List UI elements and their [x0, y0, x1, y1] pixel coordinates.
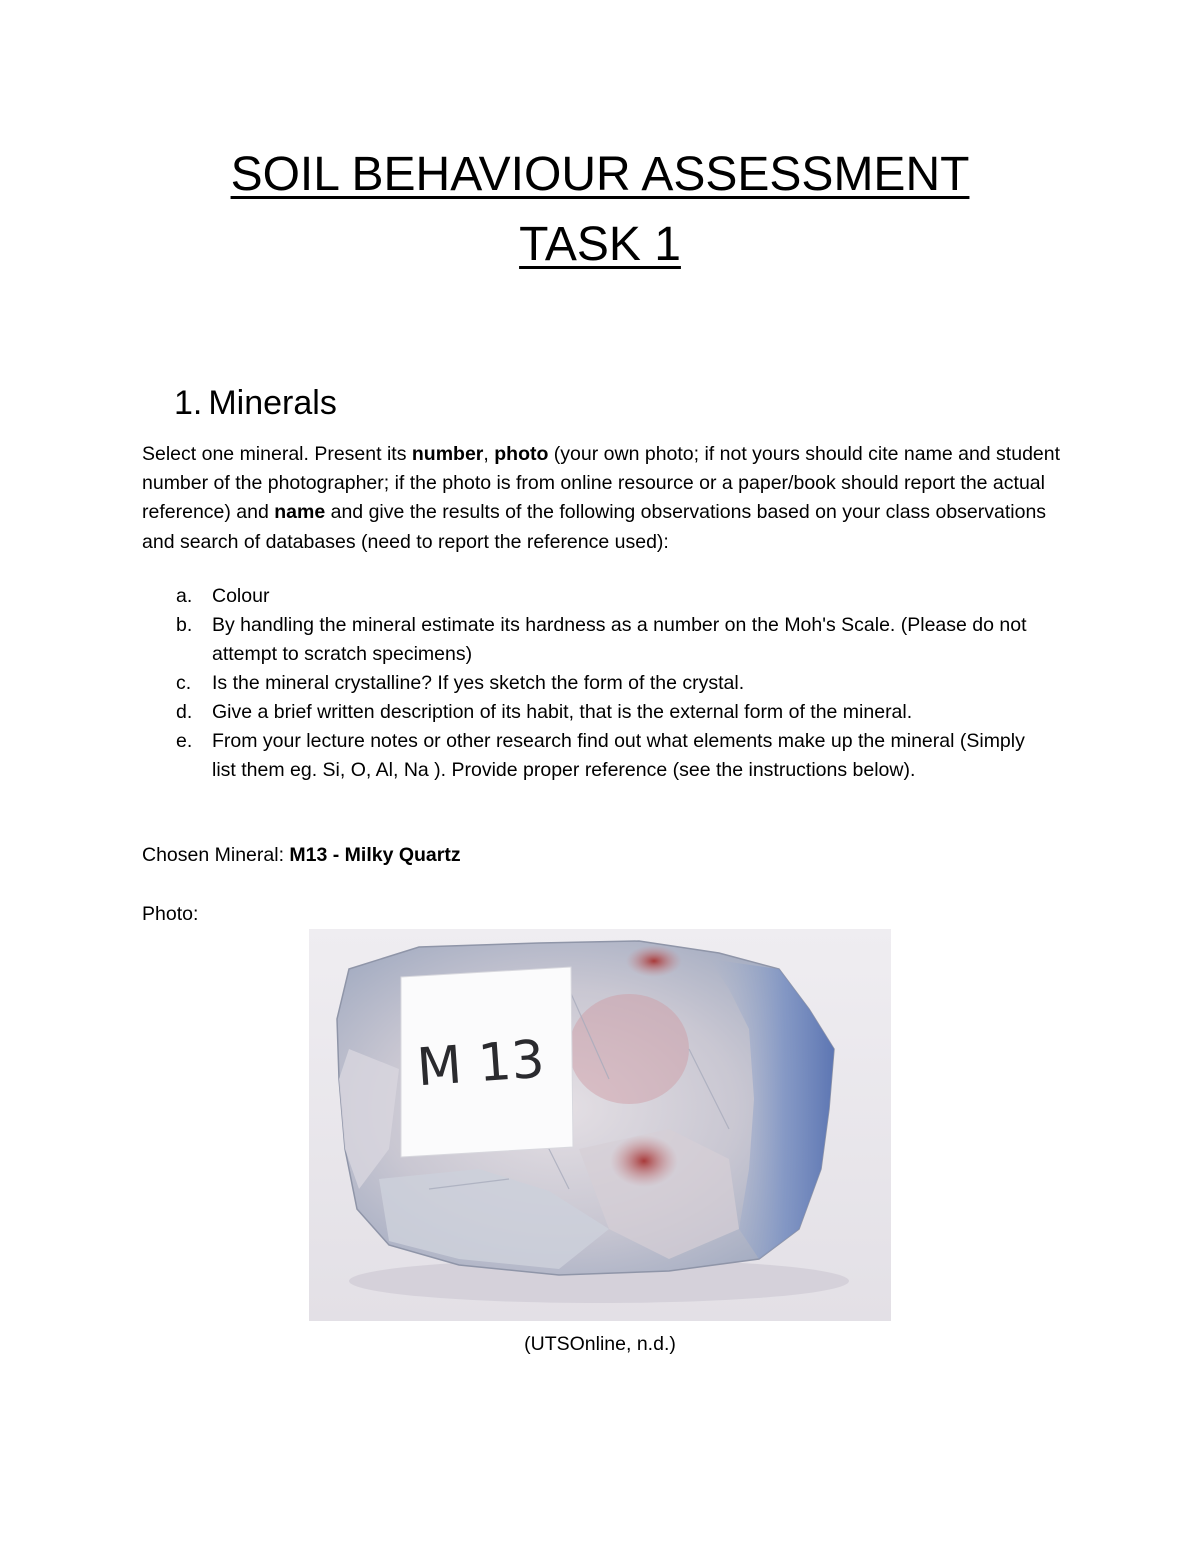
pink-stain-centre	[569, 994, 689, 1104]
document-title-line-1: SOIL BEHAVIOUR ASSESSMENT	[230, 148, 970, 201]
intro-text-4: and give the results of the following observations based on your class observations and search of databases (need to report the reference used):	[142, 501, 1047, 553]
mineral-photo	[309, 929, 891, 1321]
intro-paragraph	[142, 440, 1072, 557]
photo-caption: (UTSOnline, n.d.)	[524, 1333, 676, 1355]
intro-bold-number: number	[411, 443, 484, 465]
intro-text-3: (your own photo; if not yours should cite name and student number of the photographer; if the photo is from online resource or a paper/book should report the actual reference) and	[142, 443, 1061, 524]
milky-quartz-specimen-illustration	[309, 929, 891, 1321]
intro-bold-name: name	[274, 501, 326, 524]
observation-item	[142, 582, 1052, 611]
chosen-mineral	[142, 841, 461, 870]
observation-list	[142, 582, 1052, 785]
observation-item	[142, 698, 1052, 727]
intro-text-1: Select one mineral. Present its	[142, 443, 412, 465]
observation-item	[142, 611, 1052, 669]
chosen-mineral-label: Chosen Mineral:	[142, 844, 290, 866]
chosen-mineral-value: M13 - Milky Quartz	[289, 844, 461, 866]
observation-letter: d.	[176, 701, 193, 723]
observation-letter: c.	[176, 672, 192, 694]
section-heading-minerals	[174, 382, 337, 424]
intro-bold-photo: photo	[494, 443, 549, 465]
specimen-label-text: M 13	[414, 1029, 547, 1099]
intro-text-2: ,	[483, 443, 495, 465]
red-stain-lower	[610, 1135, 678, 1187]
observation-letter: b.	[176, 614, 193, 636]
observation-letter: e.	[176, 730, 193, 752]
photo-label: Photo:	[142, 903, 199, 925]
observation-text: Is the mineral crystalline? If yes sketch the form of the crystal.	[212, 672, 745, 694]
observation-text: Colour	[212, 585, 270, 607]
observation-text: Give a brief written description of its habit, that is the external form of the mineral.	[212, 701, 913, 723]
document-title-line-2: TASK 1	[519, 218, 681, 271]
observation-text: From your lecture notes or other research find out what elements make up the mineral (Simply list them eg. Si, O, Al, Na ). Provide proper reference (see the instructions below).	[212, 730, 1025, 781]
observation-item	[142, 727, 1052, 785]
observation-item	[142, 669, 1052, 698]
section-number: 1.	[174, 384, 203, 422]
red-stain-top	[626, 945, 682, 977]
section-heading-text: Minerals	[208, 384, 337, 422]
observation-text: By handling the mineral estimate its hardness as a number on the Moh's Scale. (Please do not attempt to scratch specimens)	[212, 614, 1027, 665]
observation-letter: a.	[176, 585, 193, 607]
